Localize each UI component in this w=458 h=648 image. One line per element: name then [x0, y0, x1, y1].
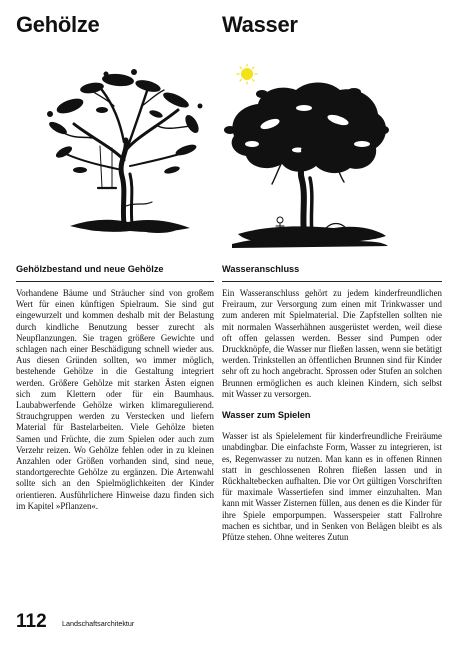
left-column	[16, 288, 214, 512]
right-column	[222, 288, 442, 543]
paragraph-wasseranschluss: Ein Wasseranschluss gehört zu jedem kinderfreundlichen Freiraum, zur Versorgung zum einen mit Trinkwasser und zum anderen mit Spielmaterial. Die Zapfstellen sollten nie mit normalen Wasserhähnen ausgerüstet werden, weil diese oft offen gelassen werden. Besser sind Pumpen oder Druckknöpfe, die Wasser nur fließen lassen, wenn sie betätigt werden. Trinkstellen an öffentlichen Brunnen sind für Kinder sehr oft zu hoch angebracht. Sprossen oder Stufen an solchen Brunnen ermöglichen es auch kleinen Kindern, sich selbst mit Wasser zu versorgen.	[222, 288, 442, 399]
heading-wasser: Wasser	[222, 12, 298, 37]
tree-ink-drawing-icon	[40, 66, 210, 238]
heading-gehoelze: Gehölze	[16, 12, 100, 37]
divider-right	[222, 281, 442, 282]
subheading-gehoelzbestand: Gehölzbestand und neue Gehölze	[16, 264, 164, 274]
sun-icon	[237, 64, 257, 84]
divider-left	[16, 281, 214, 282]
running-title: Landschaftsarchitektur	[62, 619, 135, 628]
tree-with-sun-drawing-icon	[222, 64, 392, 249]
subheading-wasseranschluss: Wasseranschluss	[222, 264, 300, 274]
paragraph-wasser-zum-spielen: Wasser ist als Spielelement für kinderfreundliche Freiräume unabdingbar. Die einfachste Form, Wasser zu integrieren, ist es, Regenwasser zu nutzen. Man kann es in offenen Rinnen statt in geschlossenen Rohren fließen lassen und in Rückhaltebecken aufhalten. Die vor Ort gültigen Vorschriften für maximale Wassertiefen sind immer einzuhalten. Man kann mit Wasser Zisternen füllen, aus denen es die Kinder für ihre Spiele emporpumpen. Wasserspeier statt Fallrohre machen es sichtbar, und in Senken von Belägen bleibt es als Pfütze stehen. Ohne weiteres Zutun	[222, 431, 442, 543]
paragraph-gehoelze: Vorhandene Bäume und Sträucher sind von großem Wert für einen künftigen Spielraum. Sie sind gut eingewurzelt und kommen deshalb mit der Belastung durch kindliche Benutzung besser zurecht als Neupflanzungen. Sie tragen größere Gewichte und schlagen nach einer Beschädigung schnell wieder aus. Aus diesen Gründen sollten, wo immer möglich, bestehende Gehölze in die Gestaltung integriert werden. Größere Gehölze mit starken Ästen eignen sich zum Klettern oder für ein Baumhaus. Laubabwerfende Gehölze wirken klimaregulierend. Strauchgruppen werden zu Verstecken und liefern Material für Bastelarbeiten. Viele Gehölze bieten Samen und Früchte, die zum Spielen oder auch zum Verzehr reizen. Wo Gehölze fehlen oder in zu kleinen Anzahlen oder Größen vorhanden sind, sind neue, standortgerechte Gehölze zu ergänzen. Die Artenwahl sollte sich an den Spielmöglichkeiten der Kinder orientieren. Ausführlichere Hinweise dazu finden sich im Kapitel »Pflanzen«.	[16, 288, 214, 511]
subheading-wasser-zum-spielen: Wasser zum Spielen	[222, 410, 311, 421]
page-number: 112	[16, 611, 47, 632]
